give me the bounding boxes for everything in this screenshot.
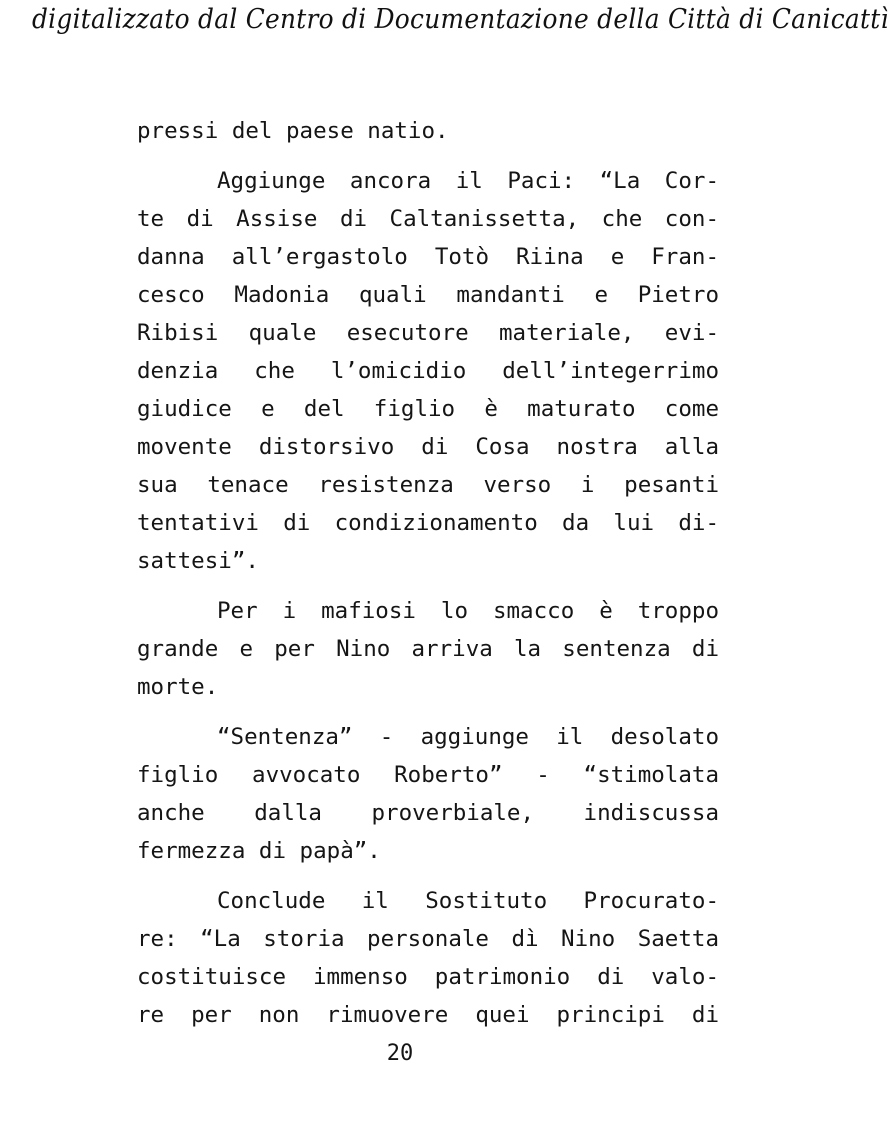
text-line: grande e per Nino arriva la sentenza di <box>137 636 719 662</box>
text-line: denzia che l’omicidio dell’integerrimo <box>137 358 719 384</box>
text-line: re: “La storia personale dì Nino Saetta <box>137 926 719 952</box>
text-line: tentativi di condizionamento da lui di- <box>137 510 719 536</box>
paragraph <box>137 592 719 706</box>
body-text <box>137 112 719 1034</box>
text-line: costituisce immenso patrimonio di valo- <box>137 964 719 990</box>
text-line: anche dalla proverbiale, indiscussa <box>137 800 719 826</box>
text-line: sattesi”. <box>137 548 259 574</box>
text-line: Per i mafiosi lo smacco è troppo <box>217 598 719 624</box>
text-line: “Sentenza” - aggiunge il desolato <box>217 724 719 750</box>
text-line: sua tenace resistenza verso i pesanti <box>137 472 719 498</box>
text-line: figlio avvocato Roberto” - “stimolata <box>137 762 719 788</box>
text-line: morte. <box>137 674 219 700</box>
text-line: Ribisi quale esecutore materiale, evi- <box>137 320 719 346</box>
text-line: Conclude il Sostituto Procurato- <box>217 888 719 914</box>
text-line: cesco Madonia quali mandanti e Pietro <box>137 282 719 308</box>
text-line: fermezza di papà”. <box>137 838 381 864</box>
text-line: te di Assise di Caltanissetta, che con- <box>137 206 719 232</box>
text-line: pressi del paese natio. <box>137 118 449 144</box>
paragraph <box>137 718 719 870</box>
page-number: 20 <box>386 1041 414 1066</box>
text-line: danna all’ergastolo Totò Riina e Fran- <box>137 244 719 270</box>
text-line: Aggiunge ancora il Paci: “La Cor- <box>217 168 719 194</box>
text-line: re per non rimuovere quei principi di <box>137 1002 719 1028</box>
text-line: movente distorsivo di Cosa nostra alla <box>137 434 719 460</box>
paragraph <box>137 112 719 150</box>
digitization-header: digitalizzato dal Centro di Documentazione della Città di Canicattì <box>32 4 889 35</box>
paragraph <box>137 162 719 580</box>
text-line: giudice e del figlio è maturato come <box>137 396 719 422</box>
paragraph <box>137 882 719 1034</box>
